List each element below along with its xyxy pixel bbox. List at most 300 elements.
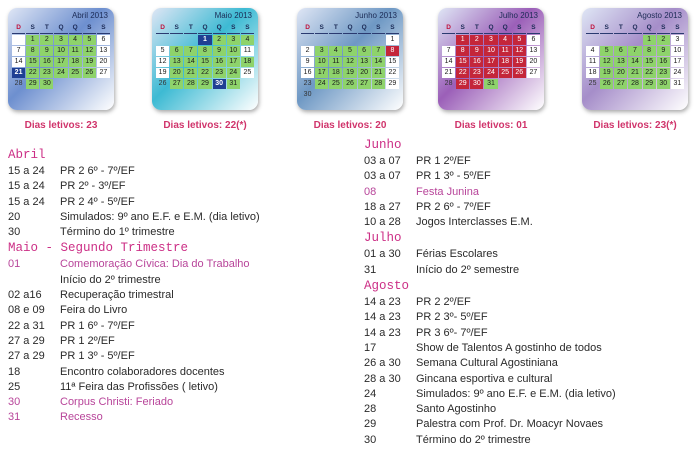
calendar-day: 29 [643,79,656,89]
event-description: Início do 2º semestre [416,263,520,276]
calendar-day: 16 [40,57,53,67]
event-date: 14 a 23 [364,326,401,339]
event-row [8,380,218,395]
calendar-day: 29 [26,79,39,89]
calendar-day: 14 [442,57,455,67]
calendar-day: 18 [241,57,254,67]
event-description: PR 1 2º/EF [416,155,471,167]
calendar-day: 19 [600,68,613,78]
calendar-day: 2 [40,35,53,45]
calendar-day: 8 [456,46,469,56]
calendar-day: 3 [671,35,684,45]
weekday-header: T [184,23,197,34]
event-row [8,210,260,225]
event-description: Recuperação trimestral [60,289,174,302]
calendar-day: 27 [358,79,371,89]
calendar-day: 23 [213,68,226,78]
weekday-header: D [301,23,314,34]
calendar-day: 16 [213,57,226,67]
calendar-day: 2 [301,46,314,56]
month-calendar [582,8,688,110]
event-description: Festa Junina [416,185,479,198]
calendar-day: 1 [198,35,211,45]
calendar-day: 12 [600,57,613,67]
school-days-count: Dias letivos: 23(*) [593,120,677,131]
event-row [364,433,531,448]
calendar-day: 11 [499,46,512,56]
event-date: 28 a 30 [364,372,401,385]
calendar-day [97,79,110,89]
calendar-day: 22 [198,68,211,78]
calendar-day: 14 [372,57,385,67]
calendar-day: 6 [614,46,627,56]
event-date: 28 [364,403,377,416]
event-description: PR 1 3º - 5º/EF [416,170,491,183]
event-row [364,185,479,200]
weekday-header: Q [628,23,641,34]
calendar-day: 28 [184,79,197,89]
calendar-day: 7 [372,46,385,56]
calendar-day: 19 [513,57,526,67]
school-days-count: Dias letivos: 23 [24,120,98,131]
calendar-day: 11 [586,57,599,67]
weekday-header: T [40,23,53,34]
event-date: 26 a 30 [364,357,401,370]
calendar-day [301,35,314,45]
event-date: 08 e 09 [8,304,45,317]
calendar-day: 6 [97,35,110,45]
event-row [8,179,188,194]
event-description: PR 2 2º/EF [416,296,471,309]
calendar-day [156,35,169,45]
calendar-day: 21 [372,68,385,78]
calendar-day: 3 [227,35,240,45]
calendar-day: 12 [343,57,356,67]
weekday-header: T [614,23,627,34]
calendar-day: 20 [614,68,627,78]
calendar-day: 24 [227,68,240,78]
calendar-day: 19 [83,57,96,67]
events-column-left [8,147,260,426]
calendar-day [527,79,540,89]
event-row [364,326,488,341]
calendar-day: 7 [442,46,455,56]
calendar-day: 22 [643,68,656,78]
weekday-header: S [26,23,39,34]
event-row [364,372,553,387]
calendar-day: 4 [329,46,342,56]
calendar-day: 10 [54,46,67,56]
calendar-day [586,35,599,45]
event-row [364,169,491,184]
calendar-day: 30 [213,79,226,89]
calendar-day [499,79,512,89]
events-column-right [364,137,616,448]
event-description: PR 2 6º - 7º/EF [60,165,135,177]
calendar-day [315,35,328,45]
event-date: 10 a 28 [364,216,401,229]
weekday-header: S [315,23,328,34]
event-row [8,303,188,318]
weekday-header: S [386,23,399,34]
weekday-header: Q [643,23,656,34]
calendar-day: 10 [671,46,684,56]
event-row [8,319,188,334]
calendar-day: 26 [158,80,167,87]
calendar-day: 18 [329,68,342,78]
weekday-header: Q [484,23,497,34]
calendar-title: Abril 2013 [71,11,108,20]
event-date: 27 a 29 [8,334,45,347]
calendar-day: 7 [184,46,197,56]
event-description: Férias Escolares [416,248,498,261]
event-description: Recesso [60,411,103,424]
event-description: PR 2 3º- 5º/EF [416,311,488,324]
event-description: 11ª Feira das Profissões ( letivo) [60,380,218,393]
event-date: 08 [364,185,377,198]
calendar-day: 15 [456,57,469,67]
weekday-header: S [97,23,110,34]
calendar-day: 11 [69,46,82,56]
calendar-day: 3 [315,46,328,56]
event-row [364,341,602,356]
calendar-day: 31 [671,79,684,89]
event-row [364,200,491,215]
calendar-day: 27 [170,79,183,89]
event-date: 31 [8,411,21,424]
calendar-day: 14 [628,57,641,67]
calendar-day [614,35,627,45]
event-description: Término do 2º trimestre [416,433,531,446]
calendar-day: 2 [213,35,226,45]
calendar-day: 1 [386,35,399,45]
event-row [364,154,471,169]
calendar-day: 24 [484,68,497,78]
weekday-header: S [527,23,540,34]
weekday-header: Q [198,23,211,34]
calendar-day: 17 [315,68,328,78]
month-calendar [438,8,544,110]
weekday-header: Q [69,23,82,34]
calendar-day [69,79,82,89]
event-date: 03 a 07 [364,170,401,183]
calendar-day: 10 [227,46,240,56]
event-row [8,410,188,425]
event-date: 14 a 23 [364,296,401,309]
event-date: 15 a 24 [8,165,45,177]
calendar-day: 8 [198,46,211,56]
calendar-day: 8 [643,46,656,56]
calendar-day [54,79,67,89]
calendar-day [358,35,371,45]
calendar-day: 29 [386,79,399,89]
calendar-day: 29 [456,79,469,89]
calendar-day: 8 [26,46,39,56]
calendar-day: 30 [40,79,53,89]
calendar-day: 13 [358,57,371,67]
event-description: Simulados: 9º ano E.F. e E.M. (dia letivo) [60,210,260,223]
event-date: 24 [364,387,377,400]
calendar-day: 27 [527,68,540,78]
calendar-day: 18 [586,68,599,78]
event-description: Santo Agostinho [416,403,497,416]
calendar-day: 30 [470,79,483,89]
weekday-header: D [442,23,455,34]
event-row [8,395,188,410]
calendar-day: 21 [12,68,25,78]
calendar-day: 6 [527,35,540,45]
weekday-header: S [657,23,670,34]
calendar-day: 19 [156,68,169,78]
calendar-day: 13 [614,57,627,67]
event-date: 01 a 30 [364,248,401,261]
month-heading: Junho [364,138,402,152]
event-date: 17 [364,341,377,354]
event-row [364,387,616,402]
calendar-day: 20 [358,68,371,78]
event-date: 30 [8,226,21,239]
calendar-day: 23 [303,80,312,87]
event-description: Gincana esportiva e cultural [416,372,553,385]
calendar-day: 9 [301,57,314,67]
event-date: 31 [364,263,377,276]
calendar-day: 30 [657,79,670,89]
weekday-header: S [372,23,385,34]
calendar-grid [586,23,684,89]
calendar-day [442,35,455,45]
calendar-grid [442,23,540,89]
calendar-day: 7 [628,46,641,56]
event-row [8,257,250,272]
calendar-day: 9 [213,46,226,56]
calendar-day: 28 [14,80,23,87]
month-calendar [297,8,403,110]
calendar-day: 12 [83,46,96,56]
calendar-day: 12 [513,46,526,56]
calendar-day: 9 [470,46,483,56]
calendar-day [241,79,254,89]
calendar-day: 26 [83,68,96,78]
calendar-day: 5 [343,46,356,56]
calendar-day: 18 [69,57,82,67]
calendar-day: 26 [513,68,526,78]
event-description: Feira do Livro [60,304,128,317]
calendar-title: Junho 2013 [355,11,397,20]
calendar-day: 4 [499,35,512,45]
calendar-day: 13 [170,57,183,67]
event-description: Semana Cultural Agostiniana [416,357,558,370]
calendar-day: 6 [170,46,183,56]
weekday-header: S [600,23,613,34]
weekday-header: Q [343,23,356,34]
calendar-day: 9 [657,46,670,56]
calendar-day: 3 [54,35,67,45]
calendar-day: 3 [484,35,497,45]
event-row [364,263,520,278]
calendar-day: 15 [198,57,211,67]
calendar-day: 22 [26,68,39,78]
event-row [364,295,471,310]
calendar-day: 25 [329,79,342,89]
weekday-header: S [241,23,254,34]
calendar-day [343,35,356,45]
calendar-day: 15 [643,57,656,67]
calendar-day: 24 [54,68,67,78]
calendar-day: 23 [470,68,483,78]
month-heading: Julho [364,231,402,246]
calendar-day: 25 [69,68,82,78]
calendar-day: 5 [83,35,96,45]
calendar-day: 28 [628,79,641,89]
calendar-day: 20 [527,57,540,67]
calendar-day: 9 [40,46,53,56]
calendar-day: 25 [499,68,512,78]
event-date: 30 [8,396,21,409]
event-date: 27 a 29 [8,350,45,363]
calendar-day [170,35,183,45]
event-description: Show de Talentos A gostinho de todos [416,341,602,354]
calendar-day: 8 [386,46,399,56]
event-row [364,247,498,262]
calendar-day: 21 [442,68,455,78]
calendar-day: 1 [26,35,39,45]
calendar-day: 25 [588,80,597,87]
weekday-header: D [12,23,25,34]
event-description: Jogos Interclasses E.M. [416,216,533,229]
calendar-day: 17 [54,57,67,67]
weekday-header: Q [54,23,67,34]
calendar-day: 31 [484,79,497,89]
calendar-day: 26 [600,79,613,89]
event-date: 14 a 23 [364,311,401,324]
calendar-day: 13 [97,46,110,56]
calendar-day: 28 [444,80,453,87]
calendar-day: 24 [671,68,684,78]
school-days-count: Dias letivos: 01 [454,120,528,131]
calendar-day: 10 [484,46,497,56]
event-description: Palestra com Prof. Dr. Moacyr Novaes [416,418,604,431]
calendar-title: Julho 2013 [498,11,538,20]
calendar-day: 10 [315,57,328,67]
event-row [8,195,188,210]
calendar-day: 20 [170,68,183,78]
calendar-day: 21 [184,68,197,78]
weekday-header: T [329,23,342,34]
weekday-header: S [671,23,684,34]
weekday-header: D [156,23,169,34]
calendar-day [600,35,613,45]
weekday-header: S [513,23,526,34]
event-description: Comemoração Cívica: Dia do Trabalho [60,258,250,271]
event-description: Início do 2º trimestre [60,273,161,286]
event-row [8,334,188,349]
weekday-header: D [586,23,599,34]
calendar-day: 15 [26,57,39,67]
event-row [8,273,188,288]
calendar-day: 22 [456,68,469,78]
event-date: 22 a 31 [8,319,45,332]
school-days-count: Dias letivos: 22(*) [163,120,247,131]
calendar-day: 20 [97,57,110,67]
calendar-day: 16 [657,57,670,67]
calendar-day: 5 [600,46,613,56]
calendar-day: 23 [657,68,670,78]
event-date: 18 a 27 [364,200,401,213]
event-date: 02 a16 [8,289,42,302]
month-heading: Maio - Segundo Trimestre [8,241,189,256]
calendar-day: 26 [343,79,356,89]
calendar-day [184,35,197,45]
event-description: PR 2 6º - 7º/EF [416,200,491,213]
event-description: Término do 1º trimestre [60,226,175,239]
event-description: PR 1 2º/EF [60,334,115,347]
weekday-header: S [170,23,183,34]
weekday-header: T [470,23,483,34]
event-description: PR 2º - 3º/EF [60,180,126,193]
calendar-day: 4 [69,35,82,45]
calendar-day: 16 [470,57,483,67]
calendar-day: 16 [301,68,314,78]
calendar-day: 6 [358,46,371,56]
calendar-grid [301,23,399,100]
calendar-day: 1 [456,35,469,45]
event-date: 01 [8,258,21,271]
calendar-day: 31 [227,79,240,89]
calendar-day: 22 [386,68,399,78]
calendar-day: 14 [12,57,25,67]
event-description: Encontro colaboradores docentes [60,365,225,378]
calendar-day: 27 [97,68,110,78]
calendar-day [12,35,25,45]
calendar-grid [156,23,254,89]
calendar-day [83,79,96,89]
calendar-day [513,79,526,89]
school-days-count: Dias letivos: 20 [313,120,387,131]
calendar-day: 5 [513,35,526,45]
month-calendar [8,8,114,110]
event-row [364,356,558,371]
calendar-day: 30 [303,91,312,98]
event-row [8,164,188,179]
month-calendar [152,8,258,110]
calendar-day: 17 [484,57,497,67]
calendar-day: 12 [156,57,169,67]
event-row [364,215,533,230]
calendar-day [329,35,342,45]
weekday-header: Q [499,23,512,34]
calendar-day: 7 [12,46,25,56]
event-description: PR 2 4º - 5º/EF [60,195,135,208]
calendar-day: 2 [470,35,483,45]
month-heading: Abril [8,148,46,162]
event-row [8,288,188,303]
calendar-day: 11 [329,57,342,67]
event-description: Corpus Christi: Feriado [60,396,174,409]
calendar-day: 2 [657,35,670,45]
calendar-day: 17 [671,57,684,67]
calendar-day: 18 [499,57,512,67]
calendar-title: Maio 2013 [214,11,252,20]
calendar-day: 11 [241,46,254,56]
event-date: 15 a 24 [8,195,45,208]
calendar-day: 17 [227,57,240,67]
calendar-day: 24 [315,79,328,89]
event-description: Simulados: 9º ano E.F. e E.M. (dia letivo) [416,387,616,400]
event-description: PR 3 6º- 7º/EF [416,326,488,339]
event-date: 15 a 24 [8,180,45,193]
event-row [8,225,188,240]
weekday-header: S [83,23,96,34]
